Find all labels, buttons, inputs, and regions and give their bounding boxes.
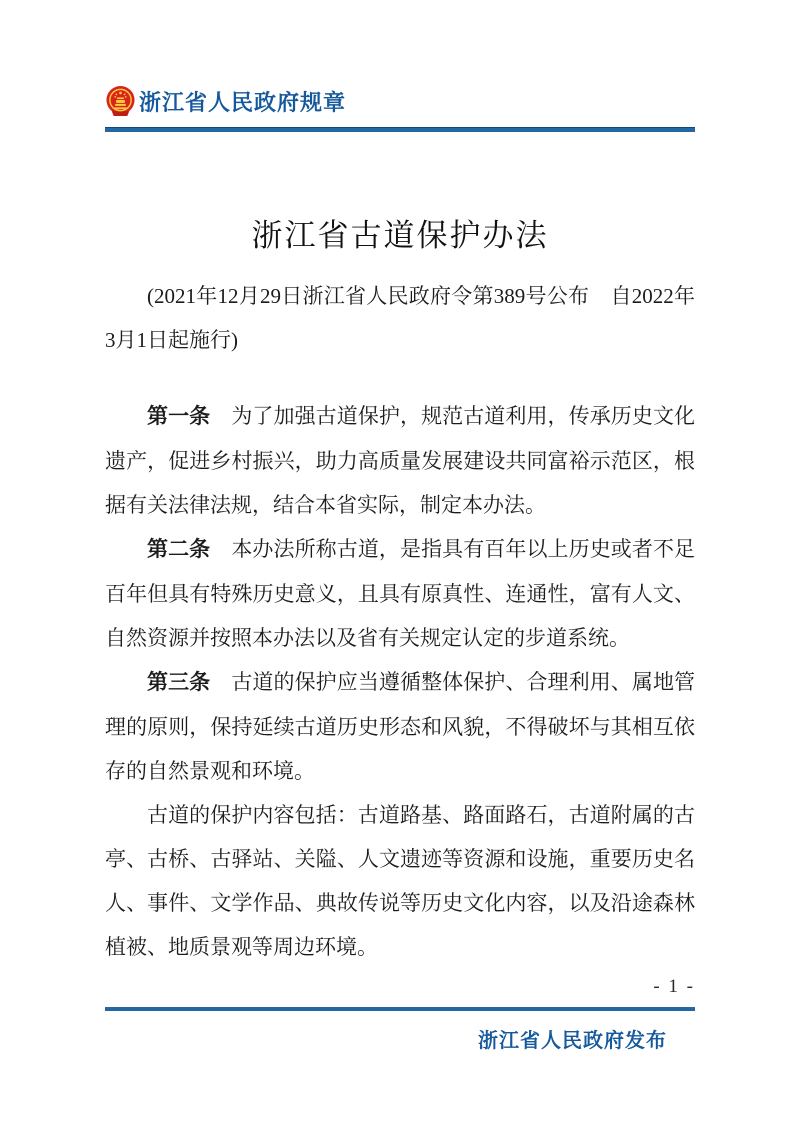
article-text: 本办法所称古道，是指具有百年以上历史或者不足百年但具有特殊历史意义，且具有原真性、连通性，富有人文、自然资源并按照本办法以及省有关规定认定的步道系统。 <box>105 537 696 650</box>
article-text: 古道的保护内容包括：古道路基、路面路石，古道附属的古亭、古桥、古驿站、关隘、人文遗迹等资源和设施，重要历史名人、事件、文学作品、典故传说等历史文化内容，以及沿途森林植被、地质景观等周边环境。 <box>105 803 695 959</box>
body-paragraph <box>105 660 695 793</box>
body-paragraph <box>105 793 695 969</box>
china-national-emblem-icon <box>105 85 136 118</box>
document-title: 浙江省古道保护办法 <box>251 218 549 253</box>
body-paragraph <box>105 394 695 527</box>
page-header <box>105 84 695 118</box>
article-number-label: 第三条 <box>147 671 211 694</box>
footer-rule <box>105 1007 695 1011</box>
article-text: 为了加强古道保护，规范古道利用，传承历史文化遗产，促进乡村振兴，助力高质量发展建设共同富裕示范区，根据有关法律法规，结合本省实际，制定本办法。 <box>105 404 696 517</box>
article-number-label: 第一条 <box>147 405 211 428</box>
publication-info: (2021年12月29日浙江省人民政府令第389号公布 自2022年3月1日起施行) <box>105 284 695 352</box>
footer-publisher: 浙江省人民政府发布 <box>478 1030 667 1052</box>
article-number-label: 第二条 <box>147 538 211 561</box>
document-body <box>105 394 695 969</box>
article-text: 古道的保护应当遵循整体保护、合理利用、属地管理的原则，保持延续古道历史形态和风貌，不得破坏与其相互依存的自然景观和环境。 <box>105 670 696 783</box>
page-number: - 1 - <box>653 976 695 997</box>
body-paragraph <box>105 527 695 660</box>
header-rule <box>105 127 695 132</box>
header-title: 浙江省人民政府规章 <box>139 89 347 115</box>
